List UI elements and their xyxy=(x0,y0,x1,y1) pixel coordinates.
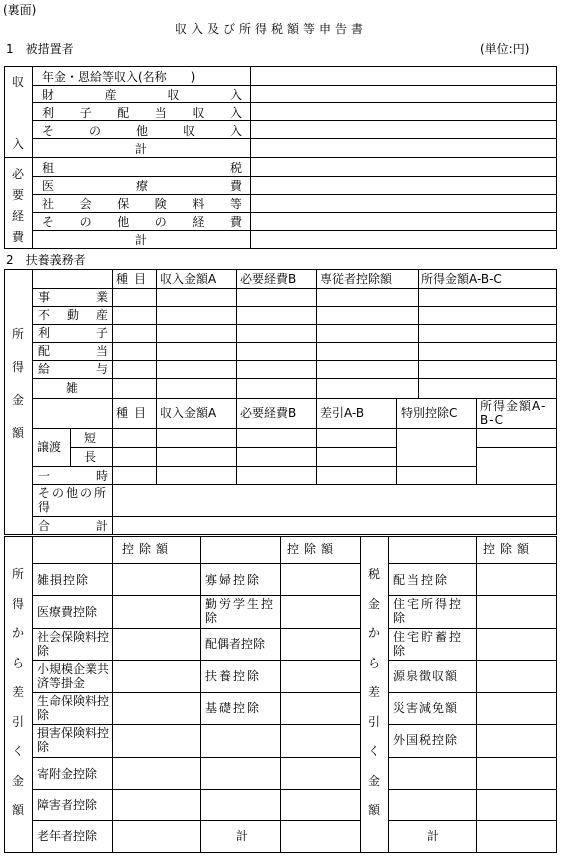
section1-heading: 1 被措置者 xyxy=(6,42,74,56)
expenses-side-label: 必 要 経 費 xyxy=(11,167,24,244)
deduction-casualty: 雑損控除 xyxy=(37,573,90,587)
col2-total: 計 xyxy=(236,829,249,843)
row-interest: 利 子 xyxy=(38,326,108,340)
foreign-tax-deduction: 外国税控除 xyxy=(393,733,459,747)
other-income-label: そ の 他 収 入 xyxy=(42,124,242,138)
t2-header-special: 特別控除C xyxy=(401,406,458,420)
row-short: 短 xyxy=(84,431,97,445)
t1-header-income: 収入金額A xyxy=(160,272,217,286)
social-insurance-label: 社 会 保 険 料 等 xyxy=(42,197,242,211)
property-income-label: 財 産 収 入 xyxy=(42,88,242,102)
tax-label: 租 税 xyxy=(42,161,242,175)
row-misc: 雑 xyxy=(65,381,78,395)
income-total-label: 計 xyxy=(134,142,147,156)
row-other-income: その他の所得 xyxy=(38,486,109,514)
form-title: 収入及び所得税額等申告書 xyxy=(175,22,368,36)
t2-header-type: 種目 xyxy=(116,406,153,420)
income-amount-side-label: 所 得 金 額 xyxy=(11,327,24,440)
withholding-tax: 源泉徴収額 xyxy=(393,669,459,683)
deduction-side-label-right: 税 金 か ら 差 引 く 金 額 xyxy=(367,567,380,817)
deduction-housing-acquisition: 住宅所得控除 xyxy=(393,597,464,625)
t2-header-income: 収入金額A xyxy=(160,406,217,420)
income-side-label-1: 収 xyxy=(11,75,24,89)
deduction-housing-savings: 住宅貯蓄控除 xyxy=(393,630,464,658)
col3-header: 控除額 xyxy=(483,542,535,556)
deduction-basic: 基礎控除 xyxy=(205,701,262,715)
t1-header-expense: 必要経費B xyxy=(240,272,297,286)
deduction-medical: 医療費控除 xyxy=(37,605,98,619)
row-long: 長 xyxy=(84,450,97,464)
t2-header-expense: 必要経費B xyxy=(240,406,297,420)
unit-label: (単位:円) xyxy=(480,42,530,56)
deduction-working-student: 勤労学生控除 xyxy=(205,597,276,625)
deduction-dividend: 配当控除 xyxy=(393,573,450,587)
t1-header-type: 種目 xyxy=(116,272,153,286)
deduction-small-business: 小規模企業共済等掛金 xyxy=(37,662,110,690)
deduction-side-label-left: 所 得 か ら 差 引 く 金 額 xyxy=(11,567,24,817)
deduction-disabled: 障害者控除 xyxy=(37,798,98,812)
disaster-reduction: 災害減免額 xyxy=(393,701,459,715)
section2-heading: 2 扶養義務者 xyxy=(6,253,86,267)
t2-header-balance: 差引A-B xyxy=(320,406,365,420)
income-side-label-2: 入 xyxy=(11,137,24,151)
deduction-life-insurance: 生命保険料控除 xyxy=(37,694,110,722)
expenses-total-label: 計 xyxy=(134,233,147,247)
row-salary: 給 与 xyxy=(38,362,108,376)
row-business: 事 業 xyxy=(38,290,108,304)
deduction-elderly: 老年者控除 xyxy=(37,829,98,843)
row-dividend: 配 当 xyxy=(38,344,108,358)
deduction-donation: 寄附金控除 xyxy=(37,767,98,781)
deduction-spouse: 配偶者控除 xyxy=(205,637,266,651)
col2-header: 控除額 xyxy=(287,542,339,556)
interest-dividend-label: 利 子 配 当 収 入 xyxy=(42,106,242,120)
t2-header-amount: 所得金額A-B-C xyxy=(480,399,547,427)
row-real-estate: 不 動 産 xyxy=(38,308,108,322)
row-temporary: 一 時 xyxy=(38,469,108,483)
deduction-social-insurance: 社会保険料控除 xyxy=(37,630,110,658)
t1-header-amount: 所得金額A-B-C xyxy=(421,272,502,286)
other-expenses-label: そ の 他 の 経 費 xyxy=(42,215,242,229)
t1-header-exclusive: 専従者控除額 xyxy=(320,272,393,286)
back-label: (裏面) xyxy=(3,3,37,17)
deduction-dependent: 扶養控除 xyxy=(205,669,262,683)
row-total: 合 計 xyxy=(38,519,108,533)
deduction-widow: 寡婦控除 xyxy=(205,573,262,587)
col3-total: 計 xyxy=(427,829,440,843)
medical-expense-label: 医 療 費 xyxy=(42,179,242,193)
row-transfer: 譲渡 xyxy=(37,440,62,454)
deduction-damage-insurance: 損害保険料控除 xyxy=(37,726,110,754)
col1-header: 控除額 xyxy=(122,542,174,556)
pension-income-label: 年金・恩給等収入(名称 ) xyxy=(42,70,196,84)
